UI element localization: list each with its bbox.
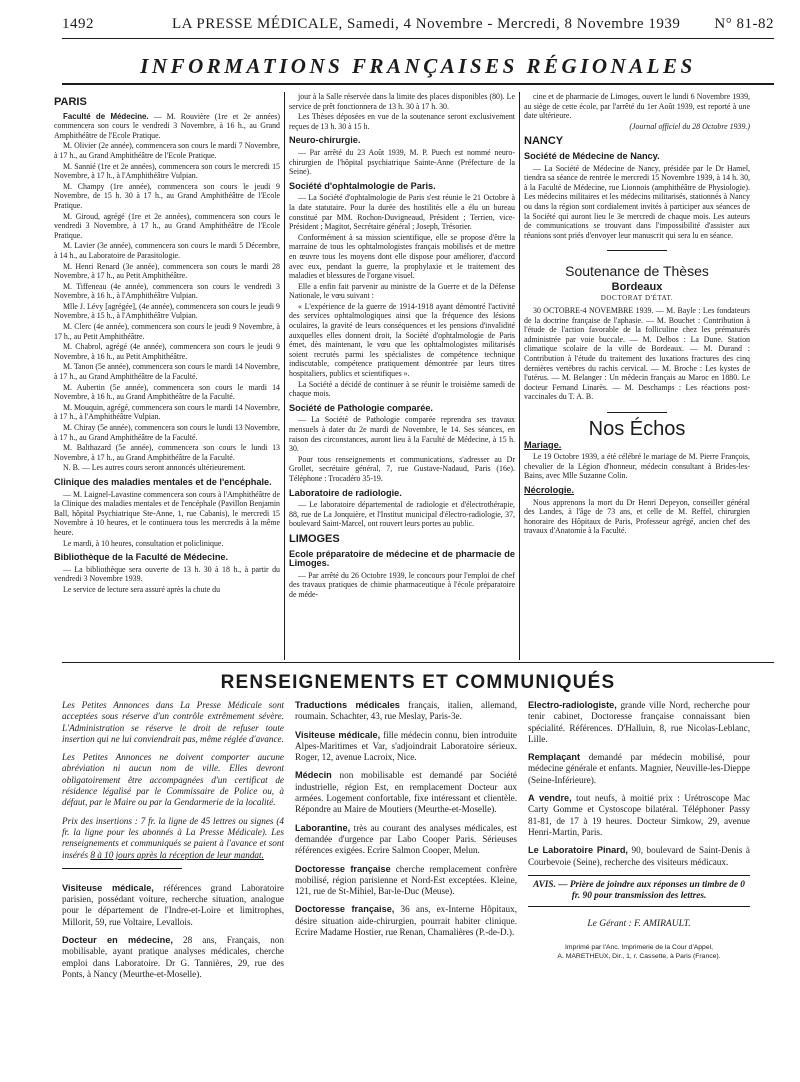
ads-column-1	[62, 700, 284, 1082]
ad-heading: Doctoresse française	[295, 863, 391, 874]
separator	[528, 875, 750, 876]
journal-title: LA PRESSE MÉDICALE, Samedi, 4 Novembre - Mercredi, 8 Novembre 1939	[172, 16, 681, 32]
classified-ad	[295, 770, 517, 815]
ad-text: non mobilisable est demandé par Société industrielle, région Est, en remplacement Docteur aux armées. Logement confortable, fixe intéressant et clientèle. Répondre au Maire de Moutiers (Meurthe-et-Moselle).	[295, 770, 517, 815]
avis-notice: AVIS. — Prière de joindre aux réponses un timbre de 0 fr. 90 pour transmission des lettres.	[533, 879, 745, 902]
column-divider	[284, 92, 285, 660]
city-heading-paris: PARIS	[54, 96, 87, 108]
article-text: M. Balthazard (5e année), commencera son cours le lundi 13 Novembre, à 17 h., au Grand Amphithéâtre de la Faculté.	[54, 443, 280, 462]
article-text: — La Société d'ophtalmologie de Paris s'est réunie le 21 Octobre à la date statutaire. Pour la durée des hostilités elle a élu un bureau constitué par MM. Rochon-Duvigneaud, Président ; Terrien, vice-Président ; Magitot, Secrétaire général ; Joseph, Trésorier.	[289, 193, 515, 232]
article-text: M. Clerc (4e année), commencera son cours le jeudi 9 Novembre, à 17 h., au Petit Amphithéâtre.	[54, 322, 280, 341]
article-heading: Faculté de Médecine.	[63, 111, 149, 121]
article-text: M. Aubertin (5e année), commencera son cours le mardi 14 Novembre, à 16 h., au Grand Amphithéâtre de la Faculté.	[54, 382, 280, 402]
ad-heading: Le Laboratoire Pinard,	[528, 845, 628, 856]
gerant-signature: Le Gérant : F. AMIRAULT.	[587, 919, 691, 930]
article-text: — M. Rouvière (1re et 2e années) commencera son cours le vendredi 3 Novembre, à 16 h., au Grand Amphithéâtre de l'Ecole Pratique.	[54, 111, 280, 140]
article-text: M. Tiffeneau (4e année), commencera son cours le vendredi 3 Novembre, à 16 h., à l'Amphithéâtre Vulpian.	[54, 281, 280, 301]
article-text: La Société a décidé de continuer à se réunir le troisième samedi de chaque mois.	[289, 379, 515, 399]
classified-ad	[62, 935, 284, 980]
ad-heading: A vendre,	[528, 793, 572, 804]
classified-ad	[528, 793, 750, 838]
ad-text: 90, boulevard de Saint-Denis à Courbevoie (Seine), recherche des visiteurs médicaux.	[528, 845, 750, 867]
mariage-heading: Mariage.	[524, 439, 562, 450]
ad-text: très au courant des analyses médicales, est demandée d'urgence par Labo Cooper Paris. Sérieuses références exigées. Ecrire Salmon Cooper, Melun.	[295, 822, 517, 856]
notice-text: Les Petites Annonces ne doivent comporter aucune abréviation ni aucun nom de ville. Elles devront obligatoirement être accompagnées d'un certificat de résidence légalisé par le Commissaire de Police ou, à défaut, par le Maire ou par la Gendarmerie de la localité.	[62, 752, 284, 808]
ad-text: 28 ans, Français, non mobilisable, ayant pratique analyses médicales, cherche emploi dans Laboratoire. Dr G. Tannières, 29, rue des Ponts, à Nancy (Meurthe-et-Moselle).	[62, 935, 284, 979]
article-heading: Bibliothèque de la Faculté de Médecine.	[54, 552, 229, 563]
classified-ad	[295, 823, 517, 857]
article-text: jour à la Salle réservée dans la limite des places disponibles (80). Le service de prêt fonctionnera de 13 h. 30 à 17 h. 30.	[289, 92, 515, 111]
ad-heading: Visiteuse médicale,	[295, 729, 381, 740]
article-text: — La bibliothèque sera ouverte de 13 h. 30 à 18 h., à partir du vendredi 3 Novembre 1939.	[54, 564, 280, 584]
ad-text: 36 ans, ex-Interne Hôpitaux, désire situation aide-chirurgien, pourrait habiter clinique. Ecrire Madame Hostier, rue Renan, Chamalières (P.-de-D.).	[295, 904, 517, 938]
article-text: — Le laboratoire départemental de radiologie et d'électrothérapie, 88, rue de La Jonquière, et l'Institut municipal d'électro-radiologie, 37, boulevard Saint-Marcel, ont rouvert leurs portes au public.	[289, 500, 515, 529]
classified-ad	[528, 752, 750, 786]
city-heading-nancy: NANCY	[524, 135, 564, 148]
article-text: M. Sannié (1re et 2e années), commencera son cours le mercredi 15 Novembre, à 17 h., à l'Amphithéâtre Vulpian.	[54, 161, 280, 181]
classified-ad	[295, 730, 517, 764]
ad-text: tout neufs, à moitié prix : Urétroscope Mac Carty Gomme et Cystoscope bilatéral. Téléphoner Passy 81-81, de 17 à 19 heures. Docteur Simkow, 29, avenue Henri-Martin, Paris.	[528, 793, 750, 837]
ad-text: références grand Laboratoire parisien, possédant voiture, recherche situation, analogue pour le département de l'Indre-et-Loire et limitrophes, Millorit, 59, rue Voltaire, Levallois.	[62, 882, 284, 927]
ad-heading: Traductions médicales	[295, 700, 400, 710]
article-text: — La Société de Pathologie comparée reprendra ses travaux mensuels à dater du 2e mardi de Novembre, le 14. Ses séances, en raison des circonstances, auront lieu à la Faculté de Médecine, à 15 h. 30.	[289, 415, 515, 454]
section-title: INFORMATIONS FRANÇAISES RÉGIONALES	[140, 54, 696, 78]
imprint-line: A. MARETHEUX, Dir., 1, r. Cassette, à Paris (France).	[557, 952, 721, 960]
article-text: — Par arrêté du 26 Octobre 1939, le concours pour l'emploi de chef des travaux pratiques de chimie pharmaceutique à l'école préparatoire de méde-	[289, 570, 515, 599]
article-heading: Ecole préparatoire de médecine et de pharmacie de Limoges.	[289, 548, 515, 569]
article-text: M. Olivier (2e année), commencera son cours le mardi 7 Novembre, à 17 h., au Grand Amphithéâtre de l'Ecole Pratique.	[54, 141, 280, 160]
ad-heading: Docteur en médecine,	[62, 935, 173, 946]
article-text: Le 19 Octobre 1939, a été célébré le mariage de M. Pierre François, chevalier de la Légion d'honneur, médecin consultant à Brides-les-Bains, avec Mlle Suzanne Colin.	[524, 452, 750, 481]
article-text: M. Chabrol, agrégé (4e année), commencera son cours le jeudi 9 Novembre, à 16 h., au Petit Amphithéâtre.	[54, 342, 280, 361]
column-2	[289, 92, 515, 664]
page-header	[62, 6, 774, 36]
ad-heading: Laborantine,	[295, 822, 351, 833]
article-text: Les Thèses déposées en vue de la soutenance seront exclusivement reçues de 13 h. 30 à 15 h.	[289, 112, 515, 131]
notice-price: Prix des insertions : 7 fr. la ligne de 45 lettres ou signes (4 fr. la ligne pour les abonnés à La Presse Médicale). Les renseignements et communiqués se paient à l'avance et sont insérés	[62, 815, 284, 860]
article-text: — M. Laignel-Lavastine commencera son cours à l'Amphithéâtre de la Clinique des maladies mentales et de l'encéphale (Pavillon Benjamin Ball, hôpital Psychiatrique Ste-Anne, 1, rue Cabanis), le mercredi 15 Novembre à 10 heures, et le continuera tous les mercredis à la même heure.	[54, 489, 280, 537]
article-heading: Laboratoire de radiologie.	[289, 487, 402, 498]
classified-ad	[528, 700, 750, 745]
classified-ad	[295, 700, 517, 723]
issue-number: N° 81-82	[714, 16, 774, 32]
ad-text: fille médecin connu, bien introduite Alpes-Maritimes et Var, s'adjoindrait Laboratoire sérieux. Roger, 12, avenue Lacroix, Nice.	[295, 729, 517, 763]
ad-heading: Remplaçant	[528, 752, 581, 763]
article-text: — Par arrêté du 23 Août 1939, M. P. Puech est nommé neuro-chirurgien de l'hôpital psychiatrique Sainte-Anne (Préfecture de la Seine).	[289, 147, 515, 177]
article-heading: Société de Pathologie comparée.	[289, 402, 433, 413]
notice-text: Les Petites Annonces dans La Presse Médicale sont acceptées sous réserve d'un contrôle extrêmement sévère. L'Administration se réserve le droit de refuser toute insertion qui ne lui conviendrait pas, même réglée d'avance.	[62, 700, 284, 744]
separator	[528, 906, 750, 907]
ad-heading: Visiteuse médicale,	[62, 882, 154, 893]
article-text: Pour tous renseignements et communications, s'adresser au Dr Grollet, secrétaire général, 7, rue Gustave-Nadaud, Paris (16e). Téléphone : Trocadéro 35-19.	[289, 454, 515, 483]
article-text: M. Henri Renard (3e année), commencera son cours le mardi 28 Novembre, à 17 h., au Petit Amphithéâtre.	[54, 261, 280, 281]
ads-column-3	[528, 700, 750, 1082]
article-text: Conformément à sa mission scientifique, elle se propose d'être la marraine de tous les ophtalmologistes français mobilisés et de mettre en œuvre tous les moyens dont elle dispose pour améliorer, d'accord avec eux, pendant la guerre, la prophylaxie et le traitement des maladies et blessures de l'organe visuel.	[289, 232, 515, 281]
article-note: N. B. — Les autres cours seront annoncés ultérieurement.	[63, 463, 246, 473]
article-text: M. Chiray (5e année), commencera son cours le lundi 13 Novembre, à 17 h., au Grand Amphithéâtre de la Faculté.	[54, 423, 280, 442]
classified-ad	[295, 864, 517, 898]
theses-heading: Soutenance de Thèses	[565, 263, 709, 280]
article-text: M. Mouquin, agrégé, commencera son cours le mardi 14 Novembre, à 17 h., à l'Amphithéâtre Vulpian.	[54, 402, 280, 422]
separator	[607, 412, 667, 413]
ad-heading: Electro-radiologiste,	[528, 700, 617, 710]
city-heading-limoges: LIMOGES	[289, 532, 340, 545]
title-rule	[62, 83, 774, 85]
column-1	[54, 92, 280, 664]
article-heading: Neuro-chirurgie.	[289, 135, 361, 146]
article-text: 30 OCTOBRE-4 NOVEMBRE 1939. — M. Bayle : Les fondateurs de la doctrine française de l'aphasie. — M. Bouchet : Contribution à l'étude de l'action favorable de la folliculine chez les prématurés administrée par voie buccale. — M. Delbos : La Dune. Station climatique scolaire de la ville de Bordeaux. — M. Durand : Contribution à l'étude du traitement des luxations fractures des cinq dernières vertèbres du rachis cervical. — M. Broche : Les kystes de l'utérus. — M. Belanger : Un médecin français au Maroc en 1880. Le docteur Fernand Linarès. — M. Deschamps : Les réactions post-vaccinales du T. A. B.	[524, 306, 750, 402]
article-text: Elle a enfin fait parvenir au ministre de la Guerre et de la Défense Nationale, le vœu suivant :	[289, 281, 515, 301]
article-text: « L'expérience de la guerre de 1914-1918 ayant démontré l'activité des services ophtalmologiques ainsi que la fréquence des lésions oculaires, la gravité de leurs conséquences et les pensions d'invalidité auxquelles elles donnent droit, la Société d'ophtalmologie de Paris émet, dès maintenant, le vœu que les ophtalmologistes militarisés soient recrutés parmi les spécialistes de compétence technique indiscutable, compétence pratiquement démontrée par leurs titres hospitaliers, publics et scientifiques ».	[289, 301, 515, 379]
bordeaux-heading: Bordeaux	[611, 280, 663, 293]
article-heading: Société d'ophtalmologie de Paris.	[289, 180, 436, 191]
article-text: — La Société de Médecine de Nancy, présidée par le Dr Hamel, tiendra sa séance de rentrée le mercredi 15 Novembre 1939, à 14 h. 30, à la Faculté de Médecine, rue Lionnois (amphithéâtre de Physiologie). Les médecins militaires et les médecins militarisés, stationnés à Nancy ou dans la région sont cordialement invités à participer aux séances de la Société qui auront lieu le 3e mercredi de chaque mois. Les auteurs de communications se trouvant dans l'impossibilité d'assister aux réunions sont priés d'envoyer leur manuscrit qui sera lu en séance.	[524, 163, 750, 240]
page-number: 1492	[62, 16, 94, 32]
article-text: Nous apprenons la mort du Dr Henri Depeyon, conseiller général des Landes, à l'âge de 73 ans, et celle de M. Reffel, chirurgien honoraire des Hôpitaux de Paris, Professeur agrégé, ancien chef des travaux d'Anatomie à la Faculté.	[524, 497, 750, 536]
ad-text: cherche remplacement confrère mobilisé, région parisienne et Nord-Est exceptées. Kleine, 121, rue de St-Mihiel, Bar-le-Duc (Meuse).	[295, 863, 517, 897]
notice-delay: 8 à 10 jours après la réception de leur mandat.	[90, 849, 264, 860]
ad-heading: Médecin	[295, 770, 332, 781]
necrologie-heading: Nécrologie.	[524, 485, 575, 495]
section-rule	[62, 662, 774, 663]
header-rule	[62, 38, 774, 39]
ad-heading: Doctoresse française,	[295, 904, 395, 915]
separator	[62, 868, 182, 869]
article-text: Le service de lecture sera assuré après la chute du	[63, 584, 221, 594]
article-text: cine et de pharmacie de Limoges, ouvert le lundi 6 Novembre 1939, au siège de cette école, par l'arrêté du 1er Août 1939, est reporté à une date ultérieure.	[524, 92, 750, 121]
notice-text	[62, 816, 284, 861]
article-text: M. Giroud, agrégé (1re et 2e années), commencera son cours le vendredi 3 Novembre, à 17 h., au Grand Amphithéâtre de l'Ecole Pratique.	[54, 211, 280, 240]
article-text: M. Champy (1re année), commencera son cours le jeudi 9 Novembre, de 15 h. 30 à 17 h., au Grand Amphithéâtre de l'Ecole Pratique.	[54, 181, 280, 210]
article-heading: Clinique des maladies mentales et de l'encéphale.	[54, 476, 272, 487]
classified-ad	[295, 904, 517, 938]
echos-heading: Nos Échos	[588, 418, 686, 441]
column-3	[524, 92, 750, 664]
imprint-line: Imprimé par l'Anc. Imprimerie de la Cour d'Appel,	[564, 943, 714, 951]
doctorat-label: DOCTORAT D'ÉTAT.	[600, 293, 674, 302]
ad-text: français, italien, allemand, roumain. Schachter, 43, rue Meslay, Paris-3e.	[295, 700, 517, 722]
classified-ad	[62, 883, 284, 928]
ad-text: demandé par médecin mobilisé, pour médecine générale et enfants. Magnier, Neuville-les-Dieppe (Seine-Inférieure).	[528, 752, 750, 785]
article-heading: Société de Médecine de Nancy.	[524, 150, 660, 161]
ads-column-2	[295, 700, 517, 1082]
article-text: Le mardi, à 10 heures, consultation et policlinique.	[63, 538, 224, 548]
ad-text: grande ville Nord, recherche pour tenir cabinet, Doctoresse française connaissant bien spécialité. Références. D'Halluin, 8, rue Nicolas-Leblanc, Lille.	[528, 700, 750, 744]
article-text: M. Lavier (3e année), commencera son cours le mardi 5 Décembre, à 14 h., au Laboratoire de Parasitologie.	[54, 241, 280, 260]
article	[54, 112, 280, 141]
classified-ad	[528, 845, 750, 868]
renseignements-title: RENSEIGNEMENTS ET COMMUNIQUÉS	[220, 672, 616, 693]
article-text: M. Tanon (5e année), commencera son cours le mardi 14 Novembre, à 17 h., au Grand Amphithéâtre de la Faculté.	[54, 362, 280, 382]
article-text: Mlle J. Lévy [agrégée], (4e année), commencera son cours le jeudi 9 Novembre, à 15 h., à l'Amphithéâtre Vulpian.	[54, 301, 280, 321]
column-divider	[519, 92, 520, 660]
article-source: (Journal officiel du 28 Octobre 1939.)	[629, 121, 750, 131]
separator	[607, 250, 667, 251]
